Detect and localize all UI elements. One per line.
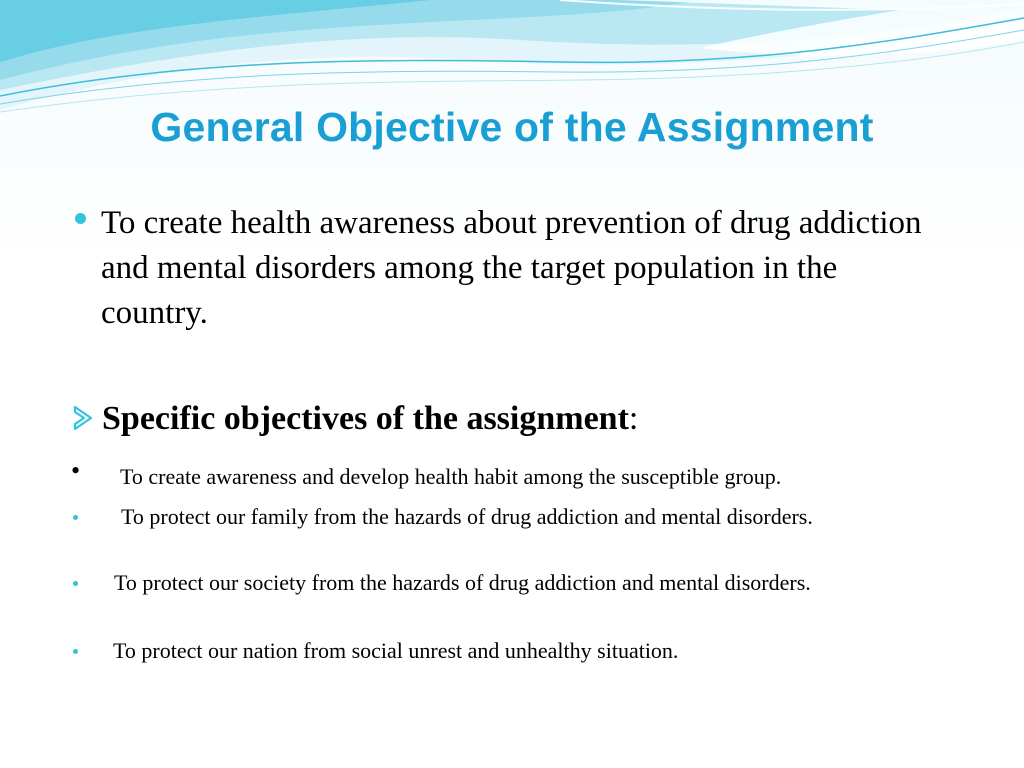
small-dot-icon — [73, 649, 78, 654]
specific-objectives-heading — [102, 399, 638, 439]
specific-item-4: To protect our nation from social unrest and unhealthy situation. — [113, 638, 679, 663]
heading-colon: : — [628, 400, 639, 437]
specific-objectives-heading-text: Specific objectives of the assignment — [102, 400, 629, 437]
filled-circle-icon — [75, 213, 86, 224]
slide-title: General Objective of the Assignment — [150, 104, 874, 150]
general-objective-text: To create health awareness about prevention of drug addiction and mental disorders among the target population in the country. — [101, 205, 922, 331]
chevron-right-outline-icon — [72, 403, 96, 433]
small-dot-icon — [73, 581, 78, 586]
specific-item-1: To create awareness and develop health habit among the susceptible group. — [120, 464, 782, 489]
small-dot-icon — [73, 515, 78, 520]
specific-item-3: To protect our society from the hazards of drug addiction and mental disorders. — [114, 570, 811, 595]
bullet-icon: • — [71, 456, 81, 485]
specific-item-2: To protect our family from the hazards of drug addiction and mental disorders. — [121, 504, 813, 529]
